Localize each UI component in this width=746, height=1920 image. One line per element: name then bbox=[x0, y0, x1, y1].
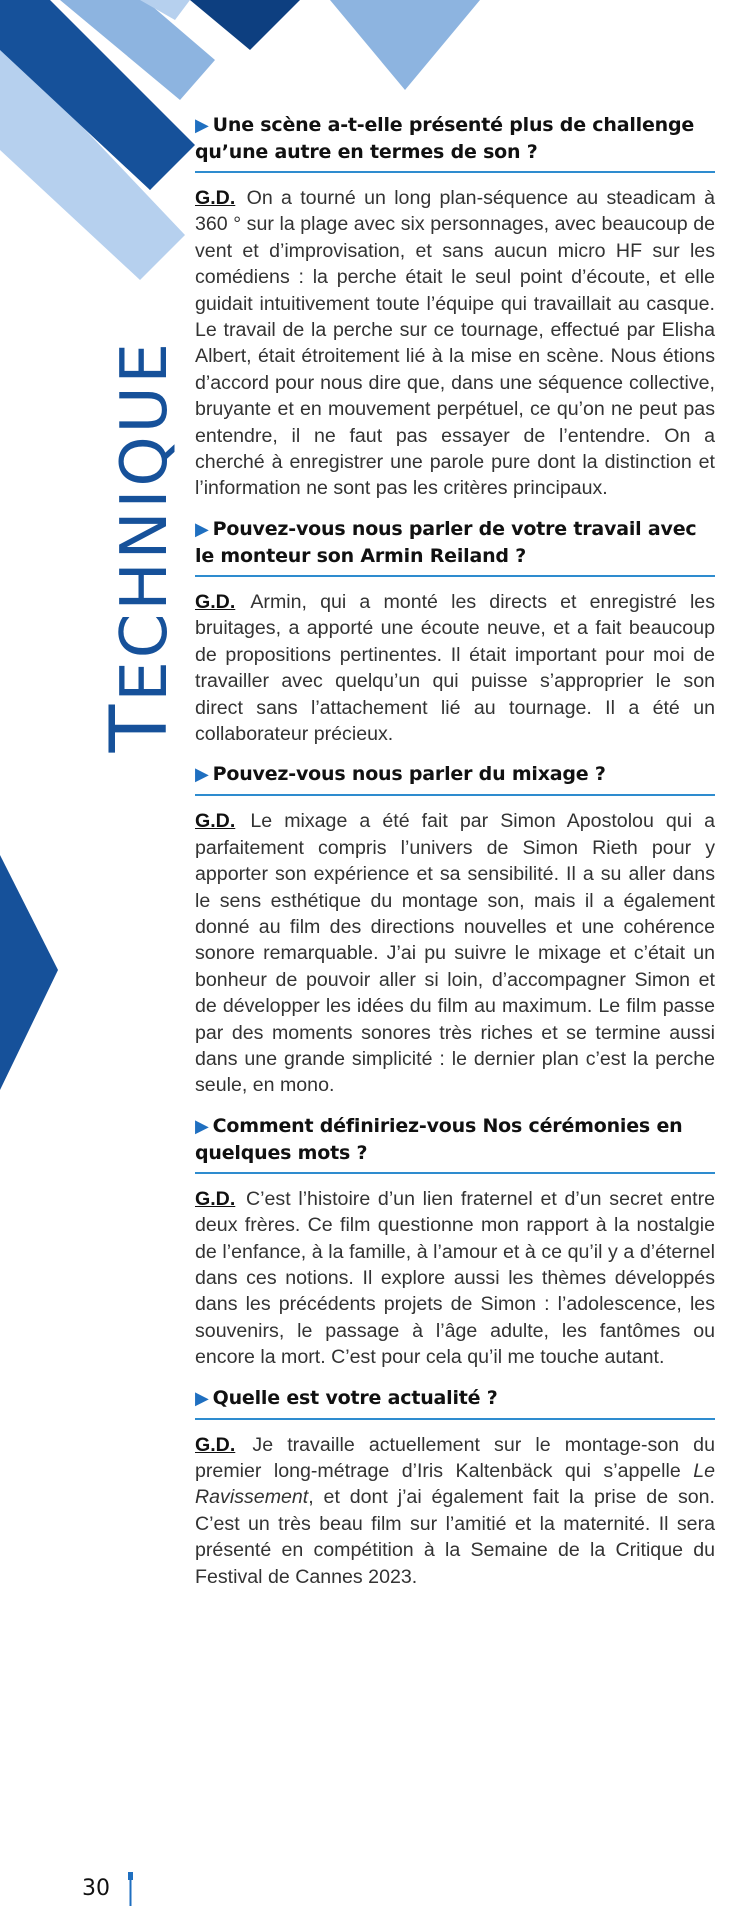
page-number: 30 bbox=[82, 1876, 110, 1901]
qa-section-4 bbox=[195, 1113, 715, 1371]
question-text: Une scène a-t-elle présenté plus de challenge qu’une autre en termes de son ? bbox=[195, 114, 695, 163]
film-title: Le Ravissement bbox=[195, 1460, 715, 1509]
answer-paragraph bbox=[195, 589, 715, 747]
answer-paragraph bbox=[195, 1432, 715, 1590]
question-heading bbox=[195, 1113, 715, 1174]
answer-text-after: , et dont j’ai également fait la prise de son. C’est un très beau film sur l’amitié et la maternité. Il sera présenté en compétition à la Semaine de la Critique du Festival de Cannes 2023. bbox=[195, 1486, 715, 1588]
answer-paragraph bbox=[195, 185, 715, 502]
answer-text: On a tourné un long plan-séquence au steadicam à 360 ° sur la plage avec six personnages, avec beaucoup de vent et d’improvisation, et sans aucun micro HF sur les comédiens : la perche était le seul point d’écoute, et elle guidait intuitivement toute l’équipe qui travaillait au casque. Le travail de la perche sur ce tournage, effectué par Elisha Albert, était étroitement lié à la mise en scène. Nous étions d’accord pour nous dire que, dans une séquence collective, bruyante et en mouvement perpétuel, ce qu’on ne peut pas entendre, il ne faut pas essayer de l’entendre. On a cherché à enregistrer une parole pure dont la distinction et l’information ne sont pas les critères principaux. bbox=[195, 187, 715, 500]
qa-section-5 bbox=[195, 1385, 715, 1590]
question-text: Comment définiriez-vous Nos cérémonies en quelques mots ? bbox=[195, 1114, 683, 1164]
speaker-initials: G.D. bbox=[195, 590, 236, 613]
speaker-initials: G.D. bbox=[195, 810, 236, 833]
triangle-right-icon: ▶ bbox=[195, 1115, 209, 1137]
question-text: Pouvez-vous nous parler de votre travail avec le monteur son Armin Reiland ? bbox=[195, 517, 697, 567]
triangle-right-icon: ▶ bbox=[195, 115, 209, 136]
triangle-right-icon: ▶ bbox=[195, 518, 209, 540]
question-heading bbox=[195, 516, 715, 577]
page-footer bbox=[82, 1876, 110, 1901]
qa-section-1 bbox=[195, 112, 715, 502]
triangle-right-icon: ▶ bbox=[195, 764, 209, 786]
section-title-vertical bbox=[95, 340, 185, 752]
answer-text: Le mixage a été fait par Simon Apostolou qui a parfaitement compris l’univers de Simon Rieth pour y apporter son expérience et sa sensibilité. Il a su aller dans le sens esthétique du montage son, mais il a également donné au film des directions nouvelles et une cohérence sonore remarquable. J’ai pu suivre le mixage et c’était un bonheur de pouvoir aller si loin, d’accompagner Simon et de développer les idées du film au maximum. Le film passe par des moments sonores très riches et se termine aussi dans une grande simplicité : le dernier plan c’est la perche seule, en mono. bbox=[195, 810, 715, 1097]
question-text: Pouvez-vous nous parler du mixage ? bbox=[212, 763, 606, 786]
answer-text-before: Je travaille actuellement sur le montage-son du premier long-métrage d’Iris Kaltenbäck qui s’appelle bbox=[195, 1433, 715, 1483]
question-heading bbox=[195, 761, 715, 796]
deco-chevron bbox=[0, 855, 58, 1090]
question-heading bbox=[195, 112, 715, 173]
speaker-initials: G.D. bbox=[195, 1187, 236, 1210]
qa-section-3 bbox=[195, 761, 715, 1098]
triangle-right-icon: ▶ bbox=[195, 1387, 209, 1409]
speaker-initials: G.D. bbox=[195, 187, 236, 209]
question-text: Quelle est votre actualité ? bbox=[212, 1386, 498, 1409]
answer-text: Armin, qui a monté les directs et enregistré les bruitages, a apporté une écoute neuve, et a fait beaucoup de propositions pertinentes. Il était important pour moi de travailler avec quelqu’un qui puisse s’approprier le son direct sans l’attachement lié au tournage. Il a été un collaborateur précieux. bbox=[195, 590, 715, 745]
answer-paragraph bbox=[195, 808, 715, 1098]
speaker-initials: G.D. bbox=[195, 1433, 236, 1456]
section-title-first-letter: T bbox=[95, 701, 185, 753]
question-heading bbox=[195, 1385, 715, 1420]
section-title-rest: ECHNIQUE bbox=[108, 340, 182, 702]
qa-section-2 bbox=[195, 516, 715, 747]
answer-text: C’est l’histoire d’un lien fraternel et d’un secret entre deux frères. Ce film questionne mon rapport à la nostalgie de l’enfance, à la famille, à l’amour et à ce qu’il y a d’éternel dans ces notions. Il explore aussi les thèmes développés dans les précédents projets de Simon : l’adolescence, les souvenirs, le passage à l’âge adulte, les fantômes ou encore la mort. C’est pour cela qu’il me touche autant. bbox=[195, 1187, 715, 1369]
answer-paragraph bbox=[195, 1186, 715, 1371]
interview-article bbox=[195, 112, 715, 1604]
deco-band-navy bbox=[190, 0, 300, 50]
pin-icon bbox=[128, 1872, 133, 1906]
deco-band-sky bbox=[330, 0, 480, 90]
